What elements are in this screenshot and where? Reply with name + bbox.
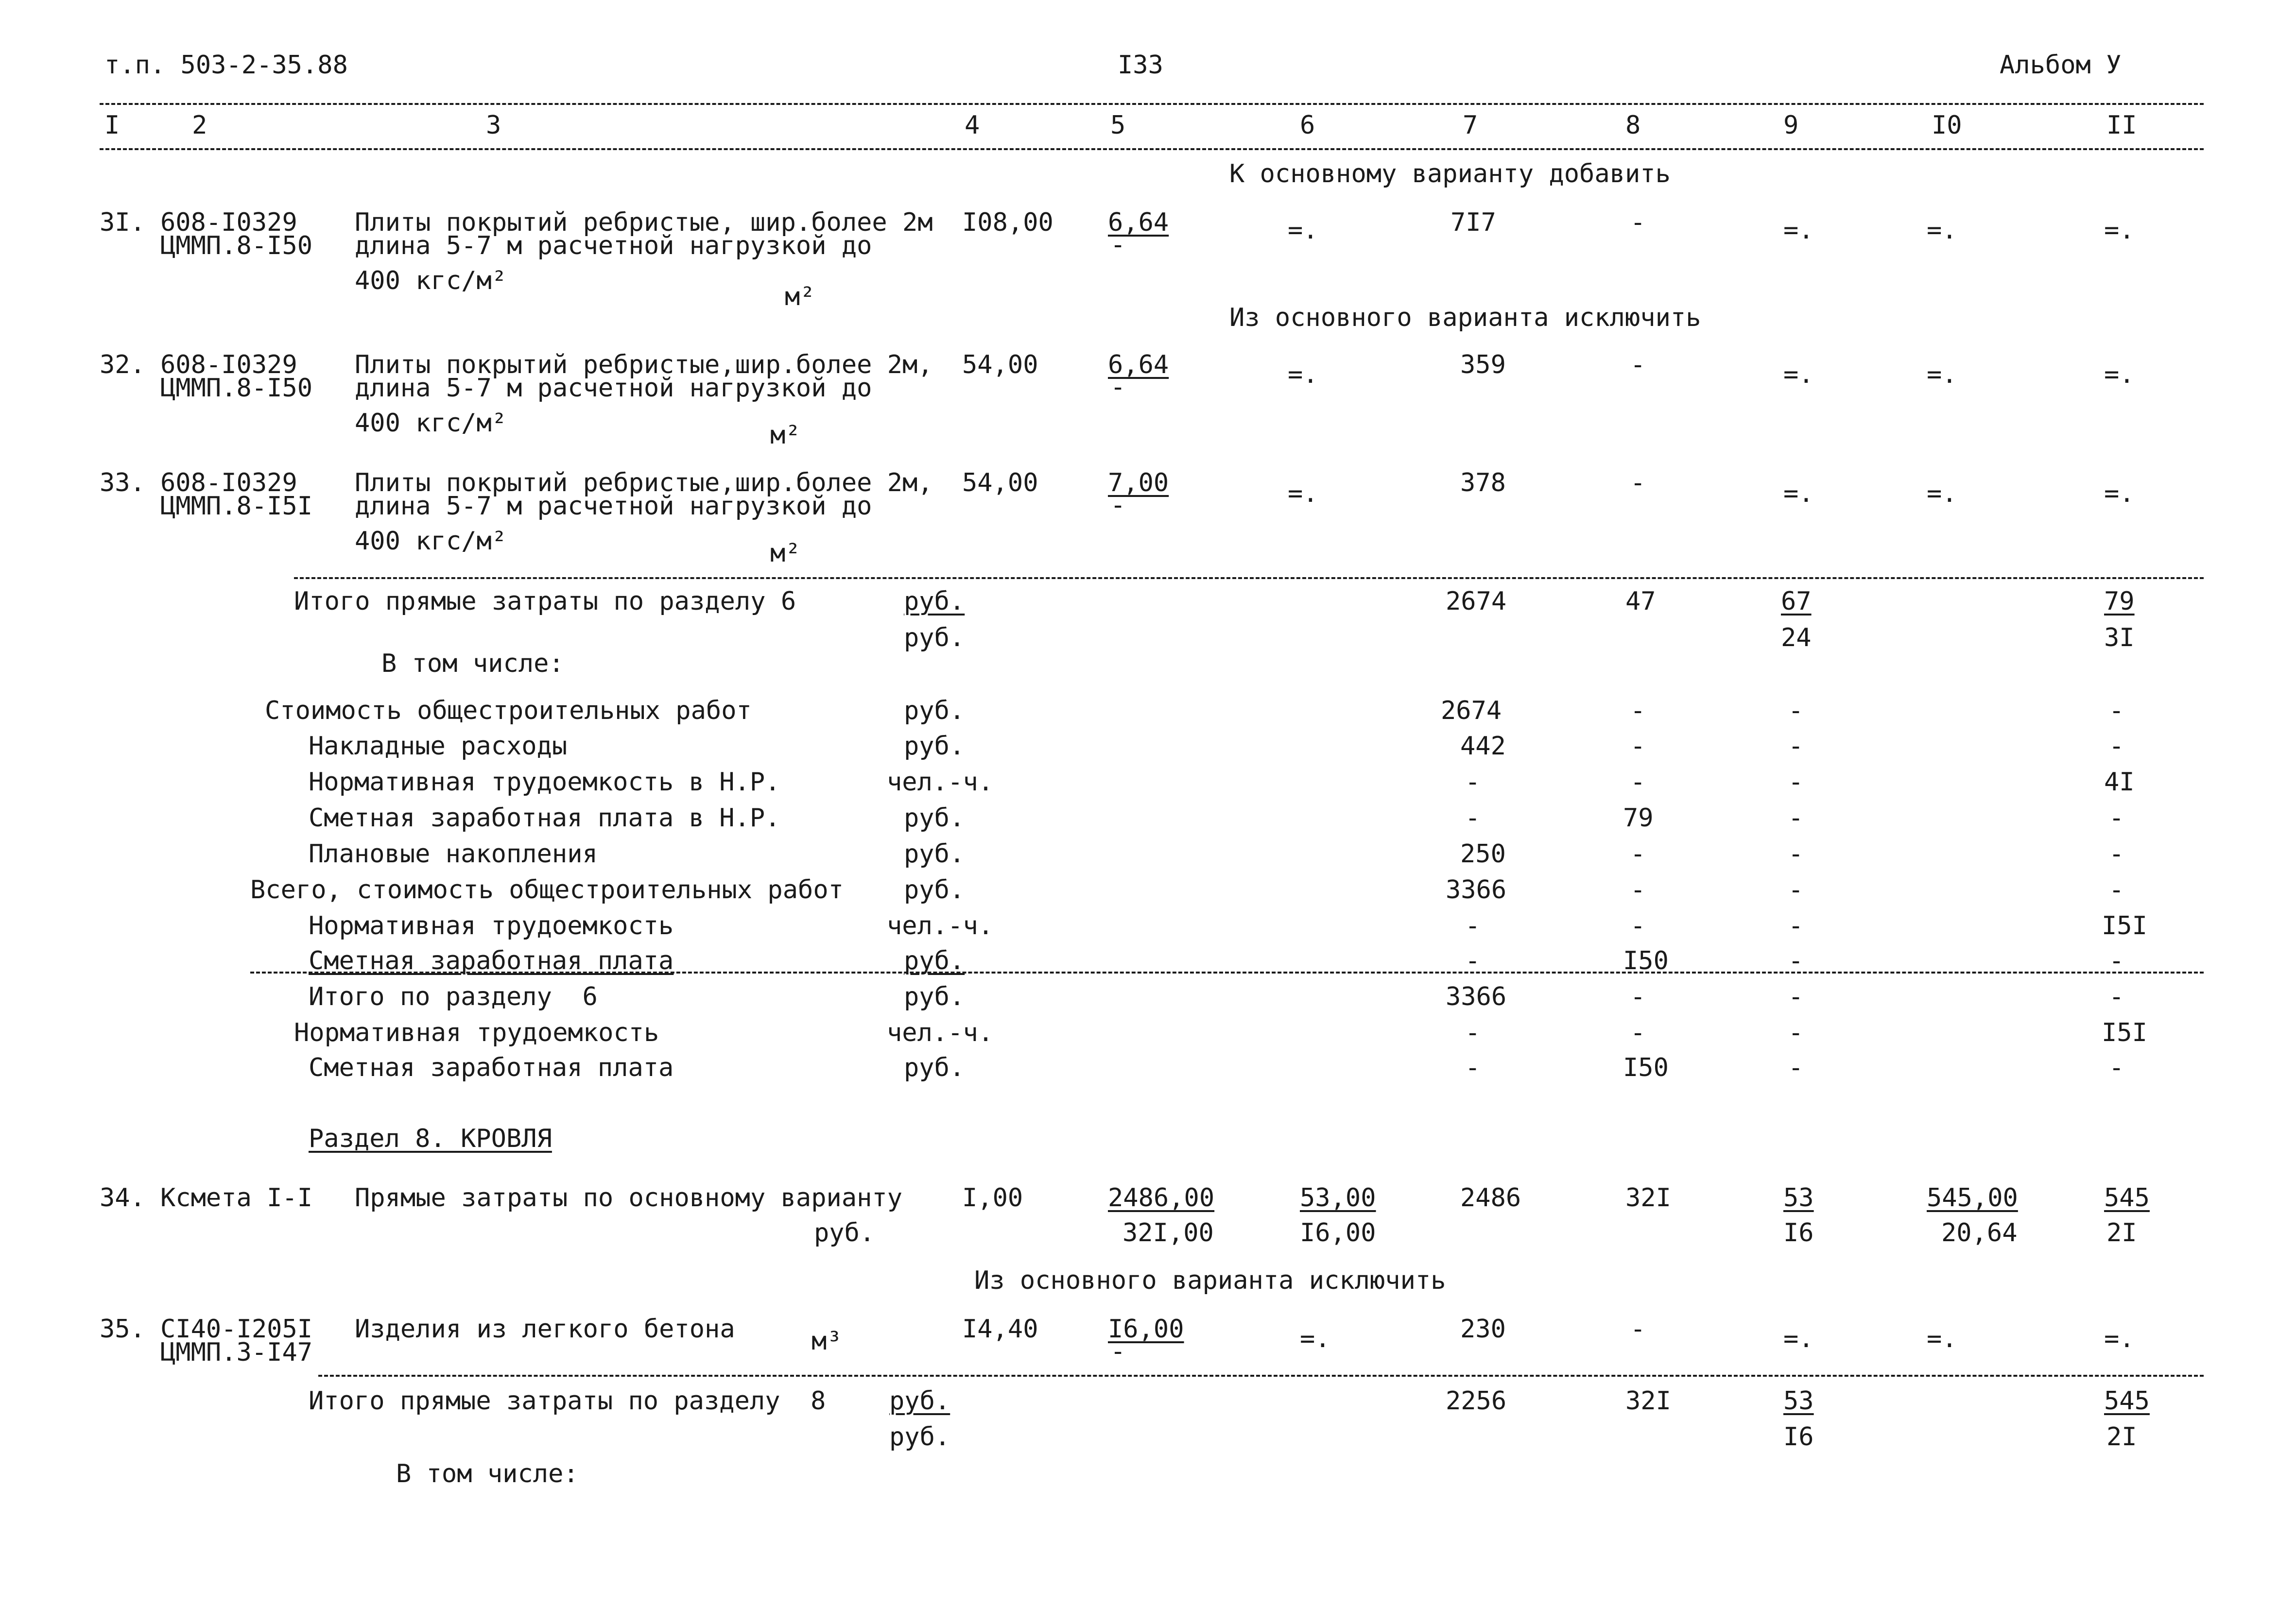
description: 400 кгс/м² — [355, 409, 507, 438]
summary-col11: - — [2109, 875, 2124, 905]
note-exclude: Из основного варианта исключить — [974, 1266, 1446, 1295]
code: 608-I0329 — [160, 468, 297, 497]
total-col7: 2256 — [1446, 1386, 1507, 1416]
col-header: 4 — [965, 111, 980, 140]
value-col7: 2486 — [1460, 1183, 1521, 1213]
value-col8: - — [1630, 1315, 1646, 1344]
description: 400 кгс/м² — [355, 266, 507, 295]
dash: - — [1110, 230, 1126, 259]
unit-price: I6,00 — [1108, 1315, 1184, 1344]
value-col6: =. — [1288, 216, 1318, 245]
value-col9: I6 — [1783, 1218, 1814, 1248]
summary-col8: - — [1630, 875, 1646, 905]
total-col8: 47 — [1625, 587, 1656, 616]
value-col8: - — [1630, 350, 1646, 379]
summary-col11: I5I — [2102, 911, 2147, 940]
description: Плиты покрытий ребристые,шир.более 2м, — [355, 468, 933, 497]
value-col11: 545 — [2104, 1183, 2150, 1213]
including-label: В том числе: — [396, 1459, 579, 1488]
summary-col7: 250 — [1460, 839, 1506, 869]
dash: - — [1110, 373, 1126, 402]
total-unit: руб. — [889, 1386, 950, 1416]
description: Прямые затраты по основному варианту — [355, 1183, 903, 1213]
summary-col7: - — [1465, 946, 1481, 975]
code-secondary: ЦММП.8-I50 — [160, 374, 313, 403]
row-number: 35. — [100, 1315, 145, 1344]
total-unit: руб. — [904, 623, 965, 652]
summary-col8: I50 — [1623, 1053, 1669, 1082]
dash: - — [1110, 1337, 1126, 1366]
value-col6: =. — [1288, 479, 1318, 508]
value-col6: =. — [1300, 1324, 1330, 1353]
col-header: 2 — [192, 111, 207, 140]
note-exclude: Из основного варианта исключить — [1229, 303, 1701, 332]
dash: - — [1110, 491, 1126, 520]
summary-col8: I50 — [1623, 946, 1669, 975]
header-bottom-rule — [100, 148, 2204, 150]
value-col10: =. — [1927, 1324, 1957, 1353]
summary-label: Сметная заработная плата — [309, 946, 674, 975]
summary-label: Сметная заработная плата в Н.Р. — [309, 804, 780, 833]
description: длина 5-7 м расчетной нагрузкой до — [355, 374, 872, 403]
col-header: 8 — [1625, 111, 1641, 140]
summary-col8: - — [1630, 768, 1646, 797]
value-col10: =. — [1927, 479, 1957, 508]
value-col5: 32I,00 — [1122, 1218, 1214, 1248]
row-number: 32. — [100, 350, 145, 379]
value-col7: 230 — [1460, 1315, 1506, 1344]
value-col11: =. — [2104, 479, 2135, 508]
summary-col8: - — [1630, 911, 1646, 940]
col-header: 6 — [1300, 111, 1315, 140]
quantity: 54,00 — [962, 468, 1038, 497]
summary-col8: - — [1630, 696, 1646, 725]
summary-col7: - — [1465, 768, 1481, 797]
summary-col8: - — [1630, 732, 1646, 761]
summary-col11: - — [2109, 696, 2124, 725]
page-number: I33 — [1118, 51, 1163, 80]
code-secondary: ЦММП.8-I50 — [160, 231, 313, 260]
quantity: I08,00 — [962, 208, 1053, 237]
unit: м² — [785, 282, 815, 311]
summary-col9: - — [1788, 1018, 1804, 1047]
total-col9: 67 — [1781, 587, 1812, 616]
value-col10: =. — [1927, 360, 1957, 389]
summary-col11: - — [2109, 1053, 2124, 1082]
summary-col7: - — [1465, 804, 1481, 833]
summary-col9: - — [1788, 1053, 1804, 1082]
value-col10: 545,00 — [1927, 1183, 2018, 1213]
unit: руб. — [814, 1218, 875, 1248]
col-header: 9 — [1783, 111, 1799, 140]
value-col6: =. — [1288, 360, 1318, 389]
summary-unit: чел.-ч. — [887, 768, 994, 797]
row-number: 33. — [100, 468, 145, 497]
subtotal-rule — [250, 972, 2204, 974]
description: Плиты покрытий ребристые, шир.более 2м — [355, 208, 933, 237]
summary-unit: руб. — [904, 875, 965, 905]
summary-col11: - — [2109, 982, 2124, 1011]
summary-col11: - — [2109, 804, 2124, 833]
total-col9: I6 — [1783, 1422, 1814, 1452]
summary-col7: 2674 — [1441, 696, 1502, 725]
section-rule — [294, 577, 2204, 579]
summary-col11: - — [2109, 839, 2124, 869]
note-add: К основному варианту добавить — [1229, 159, 1671, 188]
value-col10: 20,64 — [1941, 1218, 2018, 1248]
value-col7: 359 — [1460, 350, 1506, 379]
value-col8: 32I — [1625, 1183, 1671, 1213]
summary-label: Нормативная трудоемкость — [309, 911, 674, 940]
summary-label: Всего, стоимость общестроительных работ — [250, 875, 844, 905]
code-secondary: ЦММП.8-I5I — [160, 492, 313, 521]
value-col9: =. — [1783, 216, 1814, 245]
summary-unit: руб. — [904, 696, 965, 725]
summary-col9: - — [1788, 946, 1804, 975]
summary-unit: руб. — [904, 839, 965, 869]
unit-price: 6,64 — [1108, 350, 1169, 379]
code: Ксмета I-I — [160, 1183, 313, 1213]
total-label: Итого прямые затраты по разделу 6 — [294, 587, 796, 616]
total-unit: руб. — [889, 1422, 950, 1452]
summary-col7: 3366 — [1446, 875, 1507, 905]
total-col11: 3I — [2104, 623, 2135, 652]
value-col7: 378 — [1460, 468, 1506, 497]
value-col9: 53 — [1783, 1183, 1814, 1213]
total-col11: 2I — [2106, 1422, 2137, 1452]
quantity: 54,00 — [962, 350, 1038, 379]
description: Изделия из легкого бетона — [355, 1315, 735, 1344]
summary-label: Плановые накопления — [309, 839, 598, 869]
total-col9: 24 — [1781, 623, 1812, 652]
summary-col9: - — [1788, 911, 1804, 940]
unit-price: 6,64 — [1108, 208, 1169, 237]
value-col11: 2I — [2106, 1218, 2137, 1248]
summary-unit: руб. — [904, 804, 965, 833]
summary-col9: - — [1788, 732, 1804, 761]
total-col8: 32I — [1625, 1386, 1671, 1416]
code: 608-I0329 — [160, 208, 297, 237]
total-col7: 2674 — [1446, 587, 1507, 616]
value-col10: =. — [1927, 216, 1957, 245]
summary-col7: - — [1465, 911, 1481, 940]
summary-unit: руб. — [904, 946, 965, 975]
header-top-rule — [100, 103, 2204, 105]
summary-col9: - — [1788, 875, 1804, 905]
value-col8: - — [1630, 468, 1646, 497]
summary-col8: 79 — [1623, 804, 1654, 833]
album-label: Альбом У — [2000, 51, 2122, 80]
unit: м² — [770, 421, 801, 450]
summary-col11: I5I — [2102, 1018, 2147, 1047]
col-header: I0 — [1932, 111, 1962, 140]
total-label: Итого прямые затраты по разделу 8 — [309, 1386, 826, 1416]
summary-col7: 3366 — [1446, 982, 1507, 1011]
col-header: II — [2106, 111, 2137, 140]
doc-code: т.п. 503-2-35.88 — [104, 51, 348, 80]
summary-unit: руб. — [904, 982, 965, 1011]
value-col11: =. — [2104, 1324, 2135, 1353]
total-col11: 79 — [2104, 587, 2135, 616]
section-rule — [318, 1375, 2204, 1377]
value-col6: I6,00 — [1300, 1218, 1376, 1248]
col-header: 7 — [1463, 111, 1478, 140]
including-label: В том числе: — [381, 649, 564, 678]
summary-unit: руб. — [904, 1053, 965, 1082]
summary-col9: - — [1788, 982, 1804, 1011]
col-header: 5 — [1110, 111, 1126, 140]
summary-col11: 4I — [2104, 768, 2135, 797]
summary-col11: - — [2109, 732, 2124, 761]
value-col6: 53,00 — [1300, 1183, 1376, 1213]
summary-col7: - — [1465, 1018, 1481, 1047]
total-unit: руб. — [904, 587, 965, 616]
total-col11: 545 — [2104, 1386, 2150, 1416]
summary-label: Нормативная трудоемкость — [294, 1018, 659, 1047]
summary-col9: - — [1788, 839, 1804, 869]
value-col9: =. — [1783, 479, 1814, 508]
value-col8: - — [1630, 208, 1646, 237]
unit-price: 7,00 — [1108, 468, 1169, 497]
value-col9: =. — [1783, 1324, 1814, 1353]
description: Плиты покрытий ребристые,шир.более 2м, — [355, 350, 933, 379]
total-col9: 53 — [1783, 1386, 1814, 1416]
value-col5: 2486,00 — [1108, 1183, 1215, 1213]
unit: м² — [770, 539, 801, 568]
summary-label: Сметная заработная плата — [309, 1053, 674, 1082]
summary-label: Итого по разделу 6 — [309, 982, 598, 1011]
row-number: 3I. — [100, 208, 145, 237]
code: СI40-I205I — [160, 1315, 313, 1344]
quantity: I,00 — [962, 1183, 1023, 1213]
description: 400 кгс/м² — [355, 527, 507, 556]
row-number: 34. — [100, 1183, 145, 1213]
summary-col8: - — [1630, 1018, 1646, 1047]
summary-col7: - — [1465, 1053, 1481, 1082]
summary-unit: руб. — [904, 732, 965, 761]
quantity: I4,40 — [962, 1315, 1038, 1344]
value-col11: =. — [2104, 216, 2135, 245]
summary-label: Нормативная трудоемкость в Н.Р. — [309, 768, 780, 797]
code: 608-I0329 — [160, 350, 297, 379]
col-header: I — [104, 111, 120, 140]
description: длина 5-7 м расчетной нагрузкой до — [355, 231, 872, 260]
summary-col8: - — [1630, 982, 1646, 1011]
value-col11: =. — [2104, 360, 2135, 389]
summary-unit: чел.-ч. — [887, 911, 994, 940]
value-col7: 7I7 — [1450, 208, 1496, 237]
summary-label: Стоимость общестроительных работ — [265, 696, 752, 725]
code-secondary: ЦММП.3-I47 — [160, 1338, 313, 1367]
col-header: 3 — [486, 111, 501, 140]
description: длина 5-7 м расчетной нагрузкой до — [355, 492, 872, 521]
summary-label: Накладные расходы — [309, 732, 568, 761]
summary-col9: - — [1788, 696, 1804, 725]
unit: м³ — [811, 1327, 842, 1356]
summary-unit: чел.-ч. — [887, 1018, 994, 1047]
summary-col9: - — [1788, 768, 1804, 797]
summary-col9: - — [1788, 804, 1804, 833]
summary-col8: - — [1630, 839, 1646, 869]
value-col9: =. — [1783, 360, 1814, 389]
section-title: Раздел 8. КРОВЛЯ — [309, 1124, 552, 1153]
summary-col11: - — [2109, 946, 2124, 975]
summary-col7: 442 — [1460, 732, 1506, 761]
